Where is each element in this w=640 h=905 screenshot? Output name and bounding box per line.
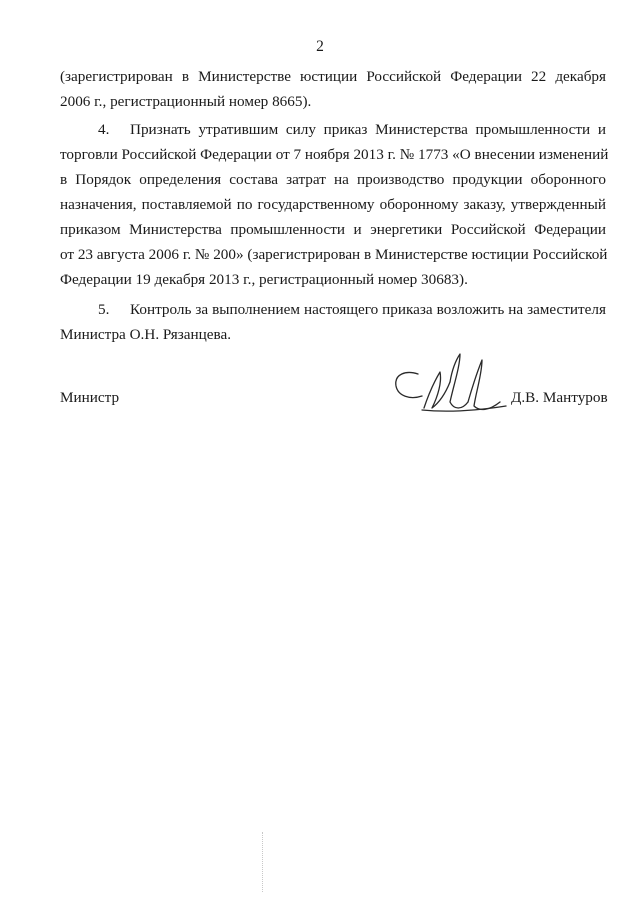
paragraph-4-line-5: приказом Министерства промышленности и энергетики Российской Федерации	[60, 221, 606, 238]
paragraph-4-line-4: назначения, поставляемой по государственному оборонному заказу, утвержденный	[60, 196, 606, 213]
paragraph-4-line-3: в Порядок определения состава затрат на производство продукции оборонного	[60, 171, 606, 188]
page-number: 2	[316, 38, 324, 55]
handwritten-signature	[388, 352, 510, 414]
paragraph-4-number: 4.	[98, 121, 110, 138]
paragraph-4-line-7: Федерации 19 декабря 2013 г., регистрационный номер 30683).	[60, 271, 468, 288]
paragraph-4-line-6: от 23 августа 2006 г. № 200» (зарегистрирован в Министерстве юстиции Российской	[60, 246, 608, 263]
paragraph-5-line-2: Министра О.Н. Рязанцева.	[60, 326, 232, 343]
paragraph-4-line-2: торговли Российской Федерации от 7 ноября 2013 г. № 1773 «О внесении изменений	[60, 146, 609, 163]
paragraph-4-line-1: Признать утратившим силу приказ Министерства промышленности и	[130, 121, 606, 138]
paragraph-3-line-2: 2006 г., регистрационный номер 8665).	[60, 93, 312, 110]
paragraph-5-line-1: Контроль за выполнением настоящего приказа возложить на заместителя	[130, 301, 606, 318]
scan-artifact	[262, 832, 264, 892]
signatory-position: Министр	[60, 389, 120, 406]
signatory-name: Д.В. Мантуров	[511, 389, 608, 406]
paragraph-3-line-1: (зарегистрирован в Министерстве юстиции Российской Федерации 22 декабря	[60, 68, 606, 85]
paragraph-5-number: 5.	[98, 301, 110, 318]
